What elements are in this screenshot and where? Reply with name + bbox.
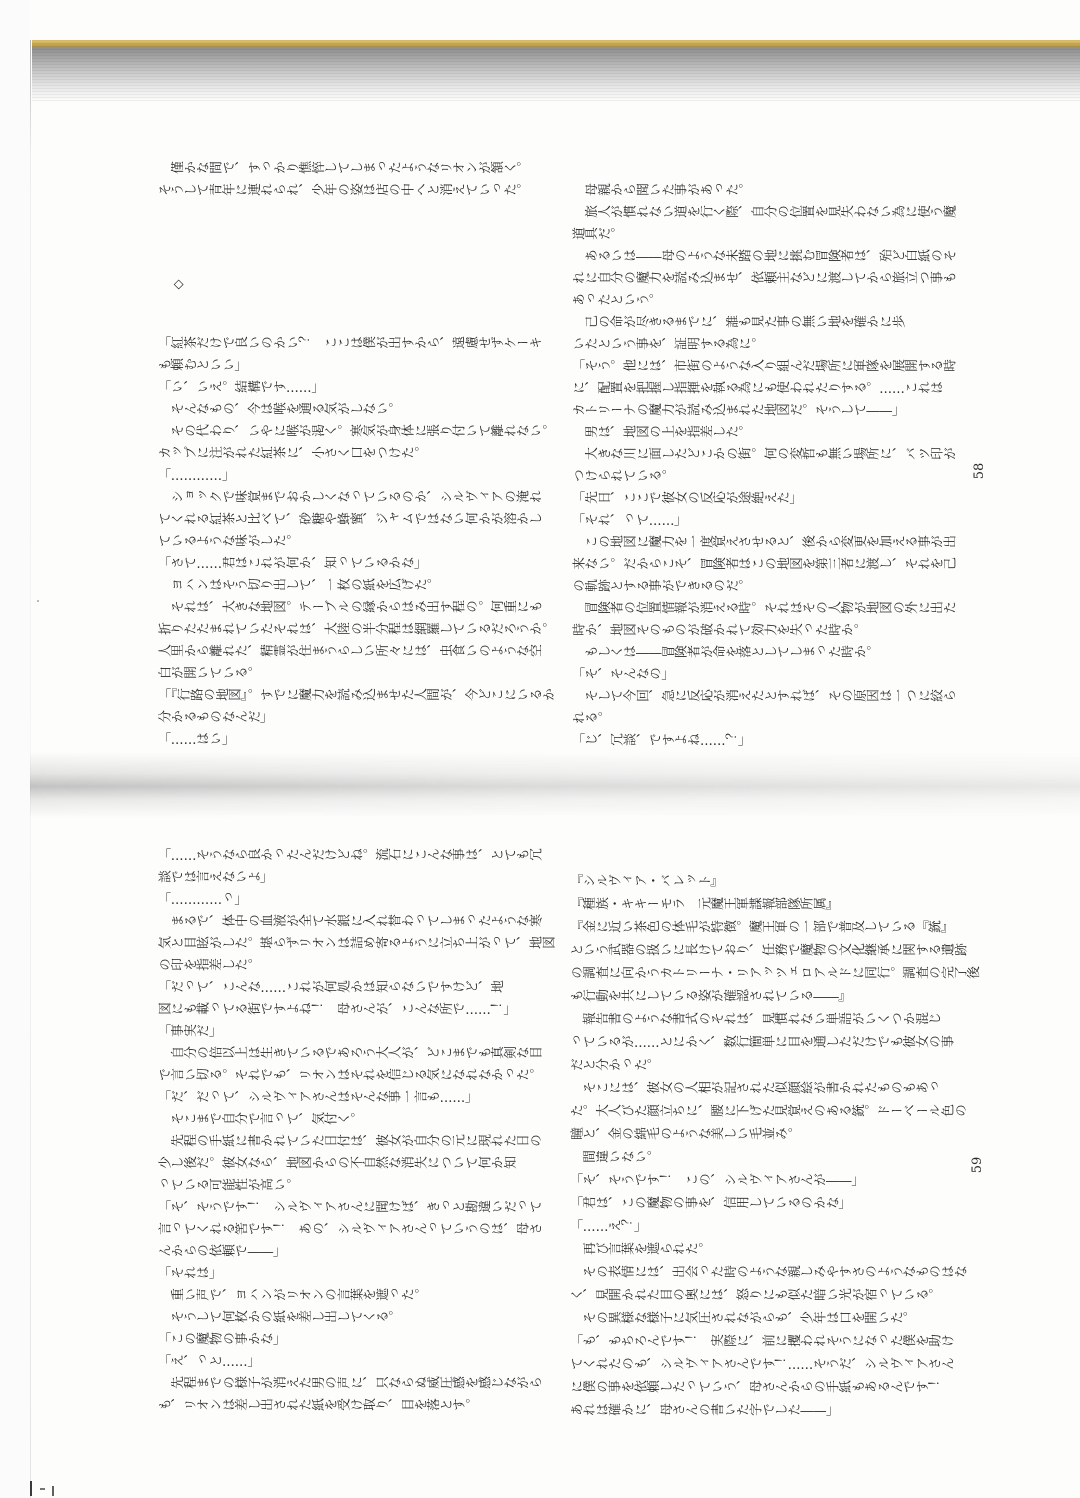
- text-line: 報告書のような書式のそれは、見慣れない単語がいくつか混じ: [570, 1013, 942, 1028]
- text-line: 「この魔物の事かな」: [158, 1333, 286, 1348]
- text-line: あるいは――母のような未踏の地に挑む冒険者は、殆ど白紙のそ: [572, 250, 956, 265]
- text-line: その異様な様子に気圧されながらも、少年は口を開いた。: [570, 1312, 916, 1327]
- text-line: だと分かった。: [570, 1059, 660, 1074]
- text-line: ヨハンはそう切り出して、一枚の紙を広げた。: [158, 579, 440, 594]
- text-line: てくれる紅茶と比べて、砂糖や蜂蜜、ジャムではない何かが溶かし: [158, 513, 542, 528]
- text-line: っている可能性が高い。: [158, 1179, 299, 1194]
- text-line: の軌跡とする事ができるのだ。: [572, 580, 752, 595]
- text-line: 「…………」: [158, 469, 235, 484]
- text-line: 再び言葉を遮られた。: [570, 1243, 711, 1258]
- text-line: 「そ、そうです！ シルヴィアさんに聞けば、きっと勘違いだって: [158, 1201, 542, 1216]
- text-line: その代わり、いやに喉が渇く。寒気が身体に張り付いて離れない。: [158, 425, 555, 440]
- text-line: 大きな川に面したどこかの街。何の変哲も無い場所に、バツ印が: [572, 448, 956, 463]
- text-line: そうして何枚かの紙を差し出してくる。: [158, 1311, 402, 1326]
- text-line: も頼むといい」: [158, 359, 248, 374]
- scanner-margin: [0, 0, 30, 1498]
- text-line: そこには、彼女の人相が記された似顔絵が書かれたものもあっ: [570, 1082, 942, 1097]
- text-line: 「それは」: [158, 1267, 222, 1282]
- page-59: [32, 815, 1080, 1498]
- text-line: 「事実だ」: [158, 1025, 222, 1040]
- page-58: [32, 100, 1080, 755]
- text-line: 「じ、冗談、ですよね……？」: [572, 734, 752, 749]
- scan-speck: [37, 600, 39, 602]
- text-line: た。大人びた顔立ちに、腰に下げた見覚えのある銃。ドーベール色の: [570, 1105, 967, 1120]
- text-line: つけられている。: [572, 470, 675, 485]
- text-line: 「さて……君はこれが何か、知っているかな」: [158, 557, 427, 572]
- text-line: に僕の事を依頼したっていう、母さんからの手紙もあるんです！: [570, 1381, 942, 1396]
- text-line: 「……え？」: [570, 1220, 647, 1235]
- text-line: で言い切る。それでも、リオンはそれを信じる気になれなかった。: [158, 1069, 542, 1084]
- page-58-upper-tier: [158, 159, 558, 759]
- text-line: 談では言えないよ」: [158, 871, 274, 886]
- text-line: 言ってくれる筈です！ あの、シルヴィアさんっていうのは、母さ: [158, 1223, 542, 1238]
- text-line: 「そう。他には、市街のような入り組んだ場所に軍隊を展開する時: [572, 360, 956, 375]
- text-line: 「だって、こんな……これが何処かは知らないですけど、地: [158, 981, 504, 996]
- text-line: 来ない。だからこそ、冒険者はこの地図を第三者に渡し、それを己: [572, 558, 956, 573]
- text-line: 瞳と、金の綿毛のような美しい毛並み。: [570, 1128, 801, 1143]
- text-line: そして今回、急に反応が消えたとすれば、その原因は一つに絞ら: [572, 690, 956, 705]
- text-line: 「先日、ここで彼女の反応が途絶えた」: [572, 492, 803, 507]
- text-line: 『種族・キキーモラ 元魔王軍諜報部隊所属』: [570, 898, 839, 913]
- text-line: 自分の倍以上は生きているであろう大人が、どこまでも真剣な目: [158, 1047, 542, 1062]
- text-line: あれは確かに、母さんの書いた字でした――」: [570, 1404, 839, 1419]
- scan-speck: [40, 1488, 45, 1490]
- text-line: 「…………っ」: [158, 893, 248, 908]
- text-line: 「え、っと……」: [158, 1355, 261, 1370]
- text-line: 間違いない。: [570, 1151, 660, 1166]
- text-line: っているが……とにかく、数行簡単に目を通しただけでも彼女の事: [570, 1036, 954, 1051]
- text-line: 『シルヴィア・バレット』: [570, 875, 724, 890]
- text-line: あったという。: [572, 294, 662, 309]
- text-line: 男は、地図の上を指差した。: [572, 426, 752, 441]
- text-line: この地図に魔力を一度覚えさせると、後から変更を加える事が出: [572, 536, 956, 551]
- text-line: の印を指差した。: [158, 959, 261, 974]
- page-edges-strip: [32, 40, 1080, 102]
- text-line: 「い、いえ。結構です……」: [158, 381, 325, 396]
- text-line: れに自分の魔力を読み込ませ、依頼主などに渡してから旅立つ事も: [572, 272, 956, 287]
- text-line: いたという事を、証明する為に。: [572, 338, 764, 353]
- text-line: に、配置を把握し指揮を執る為にも使われたりする。……これは: [572, 382, 944, 397]
- text-line: まるで、体中の血液が全て水銀に入れ替わってしまったような寒: [158, 915, 542, 930]
- text-line: それは、大きな地図。テーブルの縁からはみ出す程の。何重にも: [158, 601, 542, 616]
- text-line: 「君は、この魔物の事を、信用しているのかな」: [570, 1197, 852, 1212]
- text-line: 分かるものなんだ」: [158, 711, 274, 726]
- scan-speck: [30, 1481, 32, 1496]
- page-58-lower-tier: [572, 181, 972, 761]
- page-number: 58: [972, 462, 987, 480]
- text-line: そんなもの、今は喉を通る気がしない。: [158, 403, 402, 418]
- text-line: 旅人が慣れない道を行く際、自分の位置を見失わない為に使う魔: [572, 206, 956, 221]
- text-line: 重い声で、ヨハンがリオンの言葉を遮った。: [158, 1289, 427, 1304]
- text-line: 折りたたまれていたそれは、大陸の半分程は網羅しているだろうか。: [158, 623, 555, 638]
- text-line: 「そ、そうです！ この、シルヴィアさんが――」: [570, 1174, 865, 1189]
- text-line: 気と目眩がした。堪らずリオンは詰め寄るように立ち上がって、地図: [158, 937, 555, 952]
- text-line: という武器の扱いに長けており、任務で魔物の文化継承に関する遺跡: [570, 944, 967, 959]
- text-line: 僅かな間で、すっかり憔悴してしまったようなリオンが頷く。: [158, 162, 530, 177]
- text-line: そこまで自分で言って、気付く。: [158, 1113, 363, 1128]
- text-line: もしくは――冒険者が命を落としてしまった時か。: [572, 646, 880, 661]
- text-line: 己の命が尽きるまでに、誰も見た事の無い地を確かに歩: [572, 316, 905, 331]
- text-line: そうして青年に連れられ、少年の姿は店の中へと消えていった。: [158, 184, 530, 199]
- page-59-upper-tier: [158, 846, 558, 1426]
- text-line: れる。: [572, 712, 611, 727]
- scan-speck: [52, 1486, 54, 1496]
- text-line: 時か、地図そのものが破かれて効力を失った時か。: [572, 624, 867, 639]
- text-line: 冒険者の位置情報が消える時。それはその人物が地図の外に出た: [572, 602, 956, 617]
- text-line: 『金に近い茶色の体毛が特徴。魔王軍の一部で普及している『銃』: [570, 921, 954, 936]
- text-line: ショックで味覚までおかしくなっているのか、シルヴィアの淹れ: [158, 491, 542, 506]
- text-line: 「そ、そんなの」: [572, 668, 675, 683]
- text-line: 少し後だ。彼女なら、地図からの不自然な消失について何か知: [158, 1157, 517, 1172]
- text-line: ているような味がした。: [158, 535, 299, 550]
- text-line: も行動を共にしている姿が確認されている――』: [570, 990, 852, 1005]
- text-line: 「も、もちろんです！ 実際に、前に攫われそうになった僕を助け: [570, 1335, 954, 1350]
- text-line: 道具だ。: [572, 228, 624, 243]
- text-line: カトリーナの魔力が読み込まれた地図だ。そうして――」: [572, 404, 905, 419]
- text-line: んからの依頼で――」: [158, 1245, 286, 1260]
- text-line: 「『行路の地図』。すでに魔力を読み込ませた人間が、今どこにいるか: [158, 689, 555, 704]
- text-line: 「紅茶だけで良いのかい？ ここは僕が出すから、遠慮せずケーキ: [158, 337, 542, 352]
- text-line: 「だ、だって、シルヴィアさんはそんな事一言も……」: [158, 1091, 478, 1106]
- text-line: く、見開かれた目の奥には、怒りにも似た暗い光が宿っている。: [570, 1289, 942, 1304]
- text-line: 先程の手紙に書かれていた日付は、彼女が自分の元に現れた日の: [158, 1135, 542, 1150]
- page-number: 59: [970, 1156, 985, 1174]
- text-line: 白が開いている。: [158, 667, 261, 682]
- text-line: その表情には、出会った時のような親しみやすさのようなものはな: [570, 1266, 967, 1281]
- text-line: 「それ、って……」: [572, 514, 688, 529]
- gutter-shadow: [30, 752, 1080, 818]
- text-line: 図にも載ってる街ですよね！ 母さんが、こんな所で……！」: [158, 1003, 517, 1018]
- text-line: 「……はい」: [158, 733, 235, 748]
- text-line: カップに注がれた紅茶に、小さく口をつけた。: [158, 447, 427, 462]
- text-line: 「……そうなら良かったんだけどね。流石にこんな事は、とても冗: [158, 849, 542, 864]
- text-line: 人里から離れた、精霊が住まうらしい所々には、虫食いのような空: [158, 645, 542, 660]
- scene-break-mark: ◇: [170, 277, 186, 292]
- text-line: の調査に向かうカトリーナ・リアッツェロアルドに同行。調査の完了後: [570, 967, 980, 982]
- text-line: てくれたのも、シルヴィアさんです！……そうだ、シルヴィアさん: [570, 1358, 954, 1373]
- text-line: も、リオンは差し出された紙を受け取り、目を落とす。: [158, 1399, 478, 1414]
- text-line: 母親から聞いた事があった。: [572, 184, 752, 199]
- text-line: 先程までの様子が消えた男の声に、只ならぬ威圧感を感じながら: [158, 1377, 542, 1392]
